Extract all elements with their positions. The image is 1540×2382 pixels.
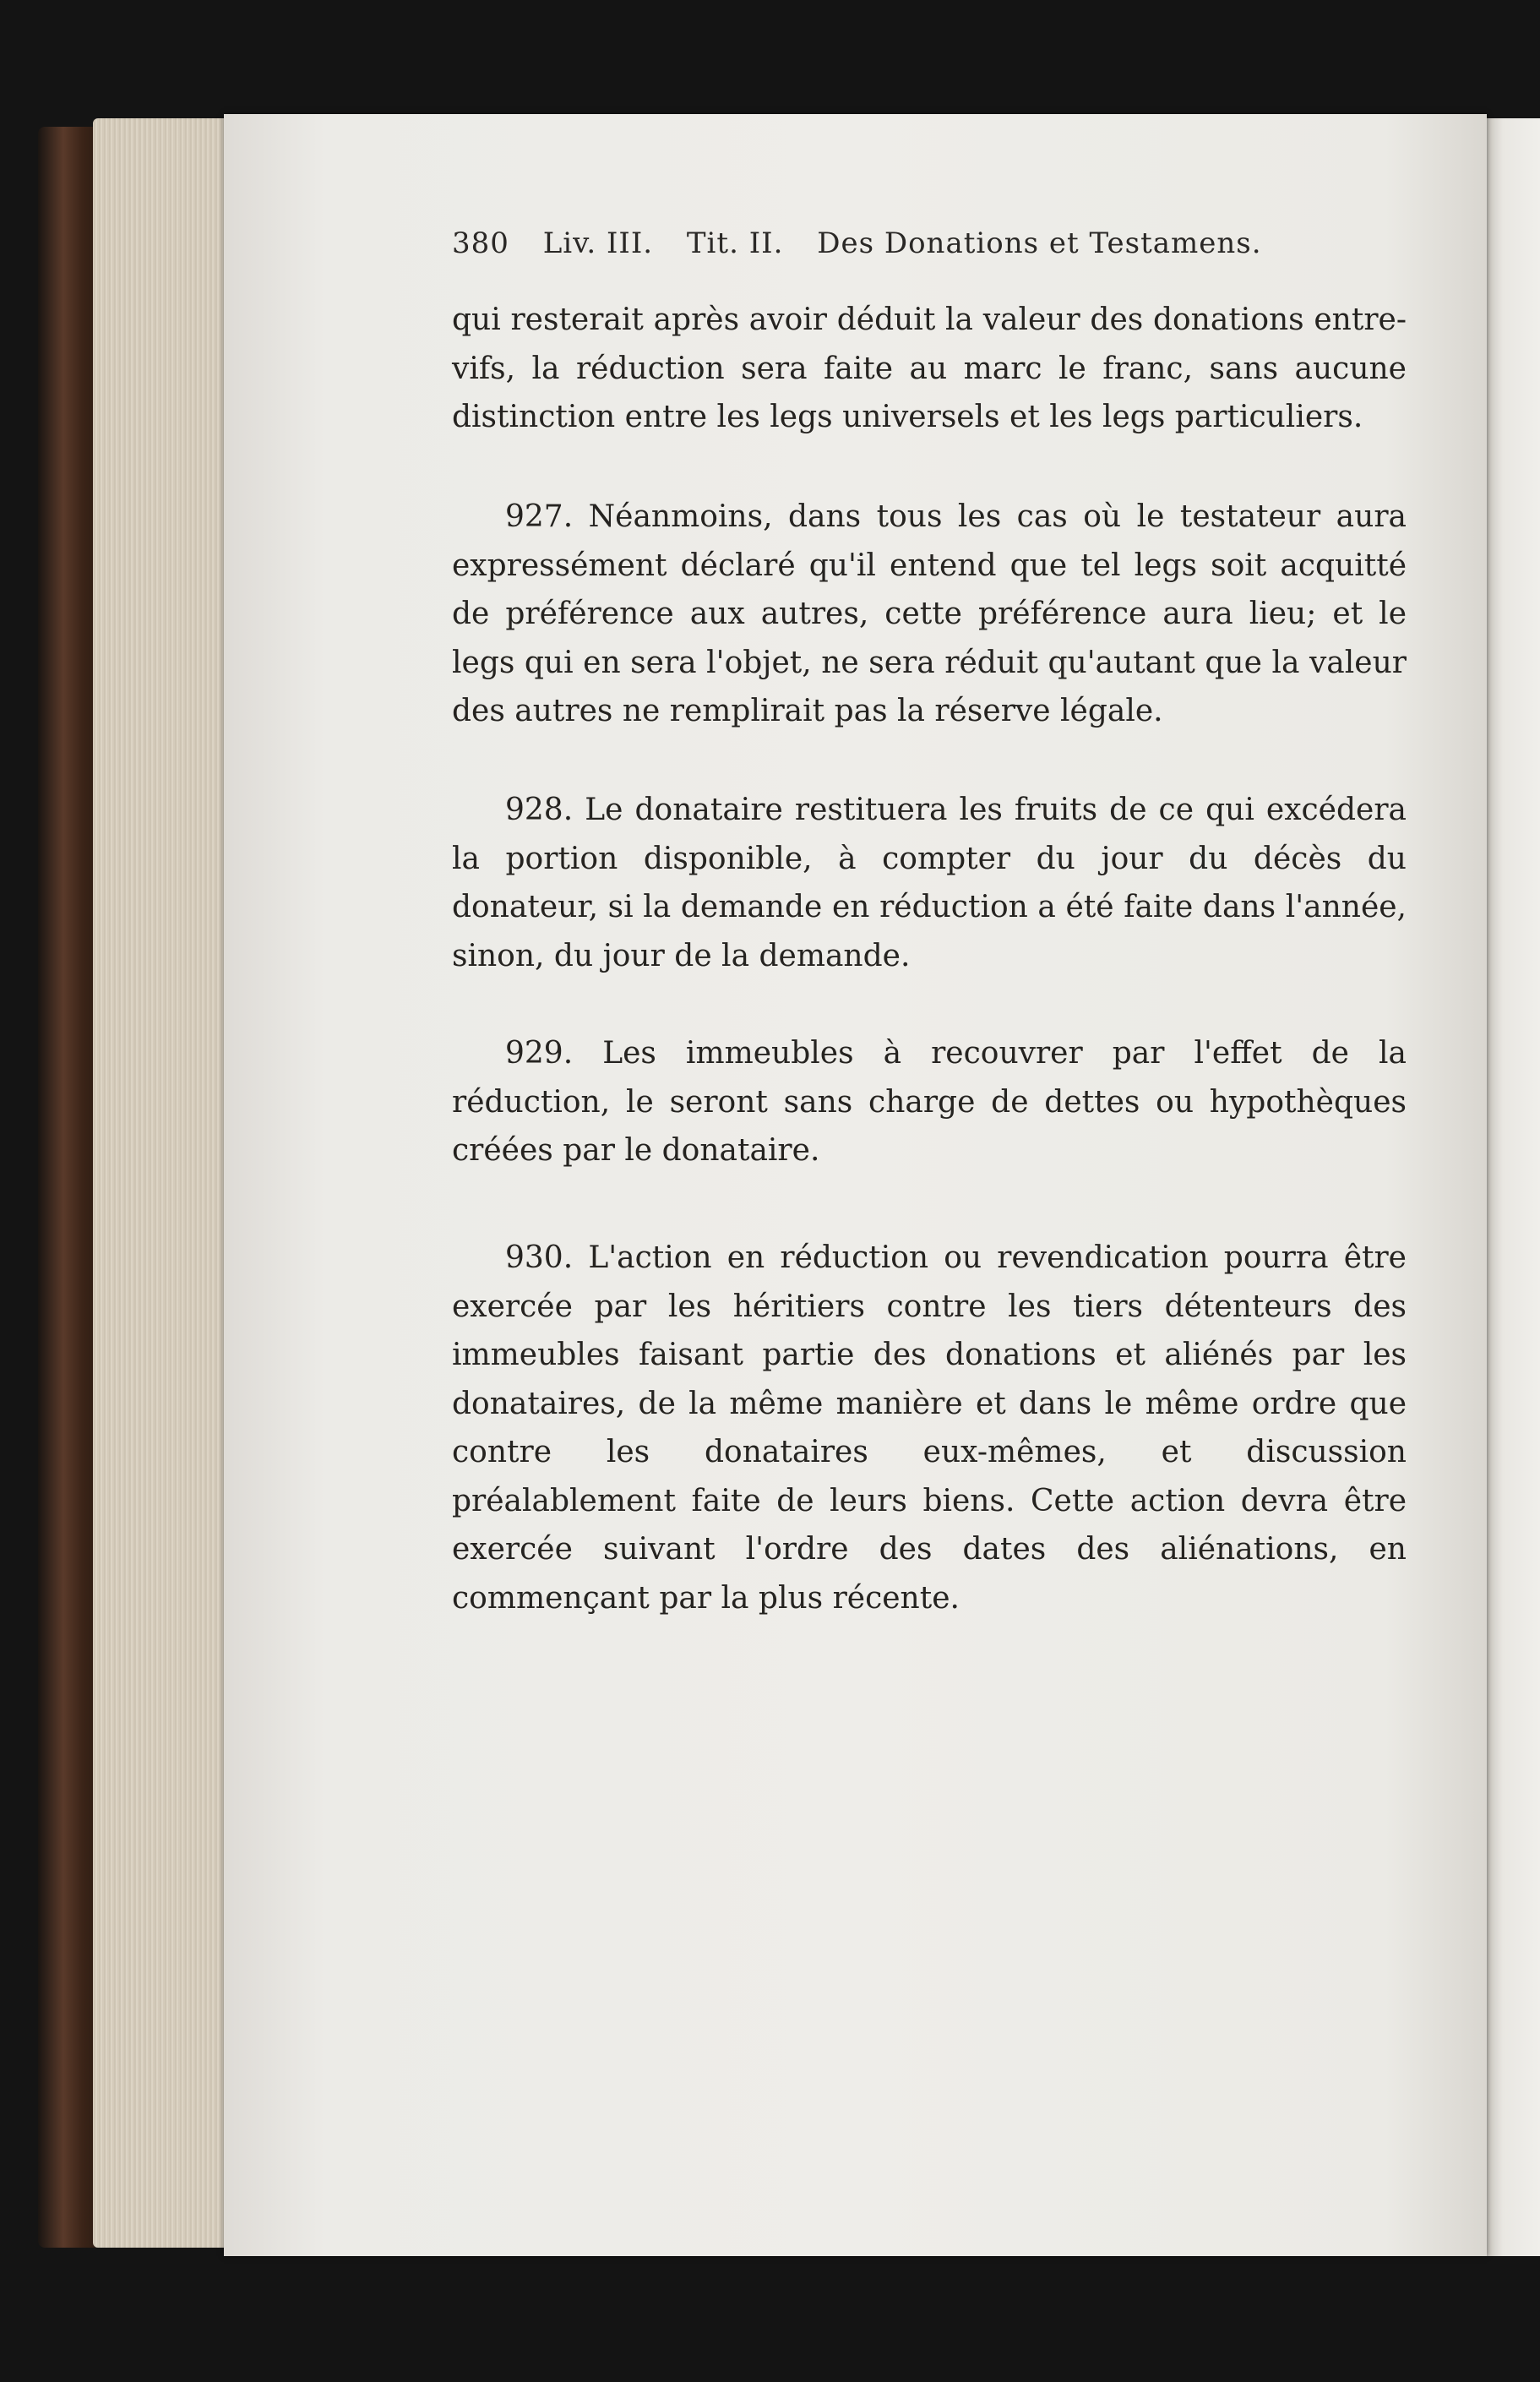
title-label: Des Donations et Testamens.	[817, 226, 1262, 260]
book-label: Liv. III.	[542, 226, 654, 260]
article-929	[452, 1029, 1407, 1175]
paragraph-text: Néanmoins, dans tous les cas où le testateur aura expressément déclaré qu'il entend que tel legs soit acquitté de préférence aux autres, cette préférence aura lieu; et le legs qui en sera l'objet, ne sera réduit qu'autant que la valeur des autres ne remplirait pas la réserve légale.	[452, 499, 1407, 728]
page-edges	[93, 118, 237, 2248]
article-930	[452, 1234, 1407, 1622]
running-header	[452, 226, 1297, 260]
article-928	[452, 786, 1407, 980]
article-927	[452, 493, 1407, 736]
paragraph-text: Les immeubles à recouvrer par l'effet de la réduction, le seront sans charge de dettes ou hypothèques créées par le donataire.	[452, 1036, 1407, 1168]
article-number: 929.	[505, 1036, 574, 1071]
title-number: Tit. II.	[686, 226, 784, 260]
paragraph-continuation	[452, 296, 1407, 442]
next-page-edge	[1487, 118, 1540, 2256]
paragraph-text: Le donataire restituera les fruits de ce qui excédera la portion disponible, à compter du jour du décès du donateur, si la demande en réduction a été faite dans l'année, sinon, du jour de la demande.	[452, 793, 1407, 973]
page-number: 380	[452, 226, 509, 260]
article-number: 928.	[505, 793, 574, 827]
paragraph-text: qui resterait après avoir déduit la valeur des donations entre-vifs, la réduction sera faite au marc le franc, sans aucune distinction entre les legs universels et les legs particuliers.	[452, 303, 1407, 434]
article-number: 930.	[505, 1240, 574, 1275]
paragraph-text: L'action en réduction ou revendication pourra être exercée par les héritiers contre les tiers détenteurs des immeubles faisant partie des donations et aliénés par les donataires, de la même manière et dans le même ordre que contre les donataires eux-mêmes, et discussion préalablement faite de leurs biens. Cette action devra être exercée suivant l'ordre des dates des aliénations, en commençant par la plus récente.	[452, 1240, 1407, 1616]
book-spine	[38, 127, 101, 2248]
article-number: 927.	[505, 499, 574, 534]
